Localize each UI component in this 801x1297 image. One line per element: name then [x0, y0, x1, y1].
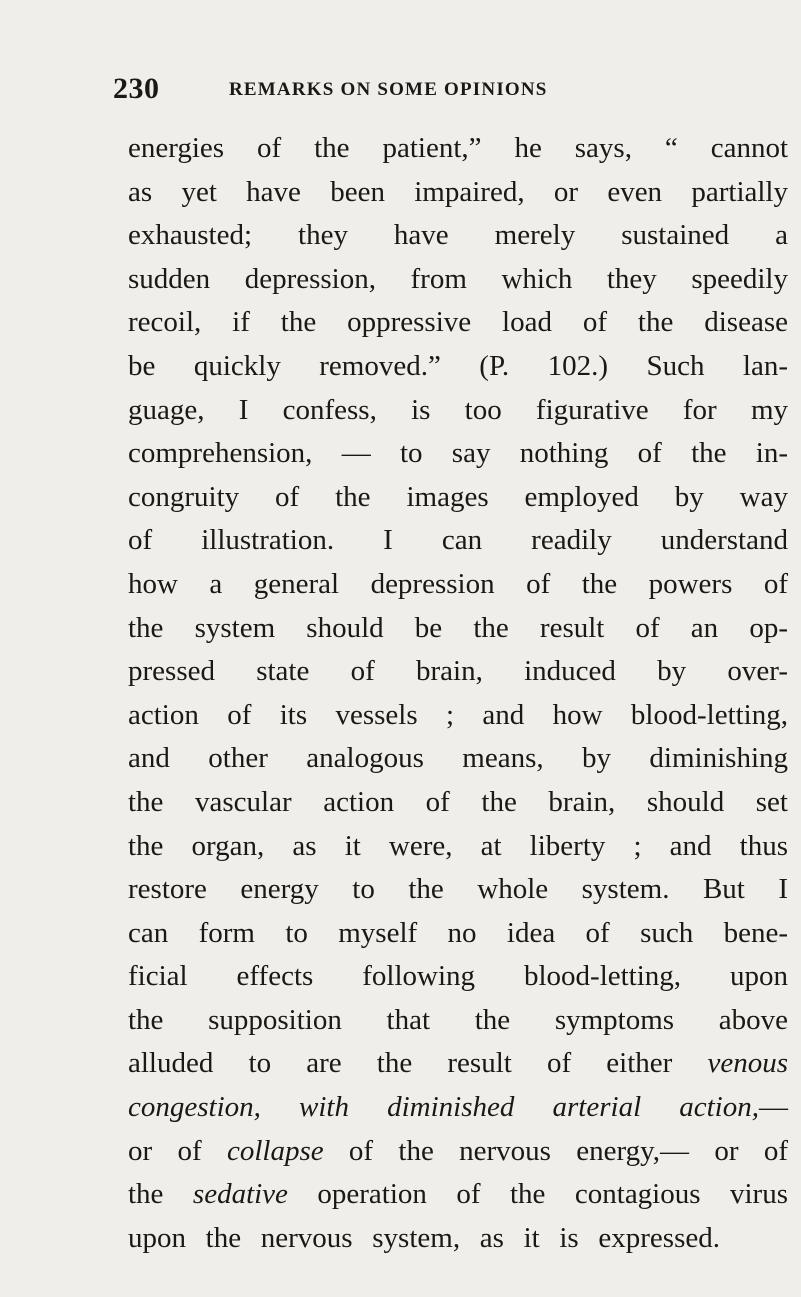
text-line: [128, 1130, 788, 1174]
text-run: can form to myself no idea of such bene-: [128, 916, 788, 949]
text-run: ficial effects following blood-letting, upon: [128, 960, 788, 993]
text-line: [128, 1173, 788, 1217]
text-run: exhausted; they have merely sustained a: [128, 219, 788, 252]
text-run: of the nervous energy,— or of: [323, 1134, 788, 1167]
text-run: sudden depression, from which they speedily: [128, 262, 788, 295]
text-line: [128, 694, 788, 738]
text-line: [128, 781, 788, 825]
text-run: upon the nervous system, as it is expressed.: [128, 1221, 720, 1254]
text-line: [128, 607, 788, 651]
text-line: [128, 476, 788, 520]
text-run: energies of the patient,” he says, “ cannot: [128, 132, 788, 164]
italic-text-run: collapse: [226, 1134, 324, 1167]
page-header: [113, 72, 613, 112]
page-number: 230: [113, 72, 160, 105]
text-line: [128, 389, 788, 433]
text-run: the: [128, 1178, 193, 1211]
italic-text-run: congestion, with diminished arterial action,: [128, 1091, 759, 1124]
text-run: restore energy to the whole system. But I: [128, 873, 788, 906]
text-run: the system should be the result of an op-: [128, 611, 788, 644]
text-line: [128, 345, 788, 389]
text-run: the vascular action of the brain, should set: [128, 785, 788, 818]
text-run: action of its vessels ; and how blood-letting,: [128, 698, 788, 731]
text-run: comprehension, — to say nothing of the in-: [128, 437, 788, 470]
text-run: —: [759, 1091, 788, 1124]
text-line: [128, 519, 788, 563]
text-line: [128, 1217, 720, 1261]
text-line: [128, 563, 788, 607]
text-run: recoil, if the oppressive load of the disease: [128, 306, 788, 339]
body-text: [128, 127, 788, 1260]
running-head: REMARKS ON SOME OPINIONS: [229, 79, 548, 100]
text-line: [128, 1042, 788, 1086]
text-run: and other analogous means, by diminishing: [128, 742, 788, 775]
text-line: [128, 171, 788, 215]
text-line: [128, 912, 788, 956]
text-line: [128, 301, 788, 345]
text-run: as yet have been impaired, or even partially: [128, 175, 788, 208]
text-run: congruity of the images employed by way: [128, 480, 788, 513]
italic-text-run: sedative: [192, 1178, 288, 1211]
text-line: [128, 1086, 788, 1130]
text-run: the organ, as it were, at liberty ; and thus: [128, 829, 788, 862]
text-run: operation of the contagious virus: [287, 1178, 788, 1211]
text-line: [128, 999, 788, 1043]
text-line: [128, 955, 788, 999]
text-run: the supposition that the symptoms above: [128, 1003, 788, 1036]
text-run: alluded to are the result of either: [128, 1047, 708, 1080]
text-line: [128, 127, 788, 171]
text-line: [128, 825, 788, 869]
italic-text-run: venous: [707, 1047, 788, 1080]
text-line: [128, 737, 788, 781]
text-run: be quickly removed.” (P. 102.) Such lan-: [128, 349, 788, 382]
text-line: [128, 214, 788, 258]
text-line: [128, 432, 788, 476]
text-run: how a general depression of the powers of: [128, 567, 788, 600]
text-run: of illustration. I can readily understand: [128, 524, 788, 557]
text-line: [128, 650, 788, 694]
text-line: [128, 868, 788, 912]
text-run: guage, I confess, is too figurative for my: [128, 393, 788, 426]
text-line: [128, 258, 788, 302]
text-run: pressed state of brain, induced by over-: [128, 655, 788, 688]
text-run: or of: [128, 1134, 227, 1167]
